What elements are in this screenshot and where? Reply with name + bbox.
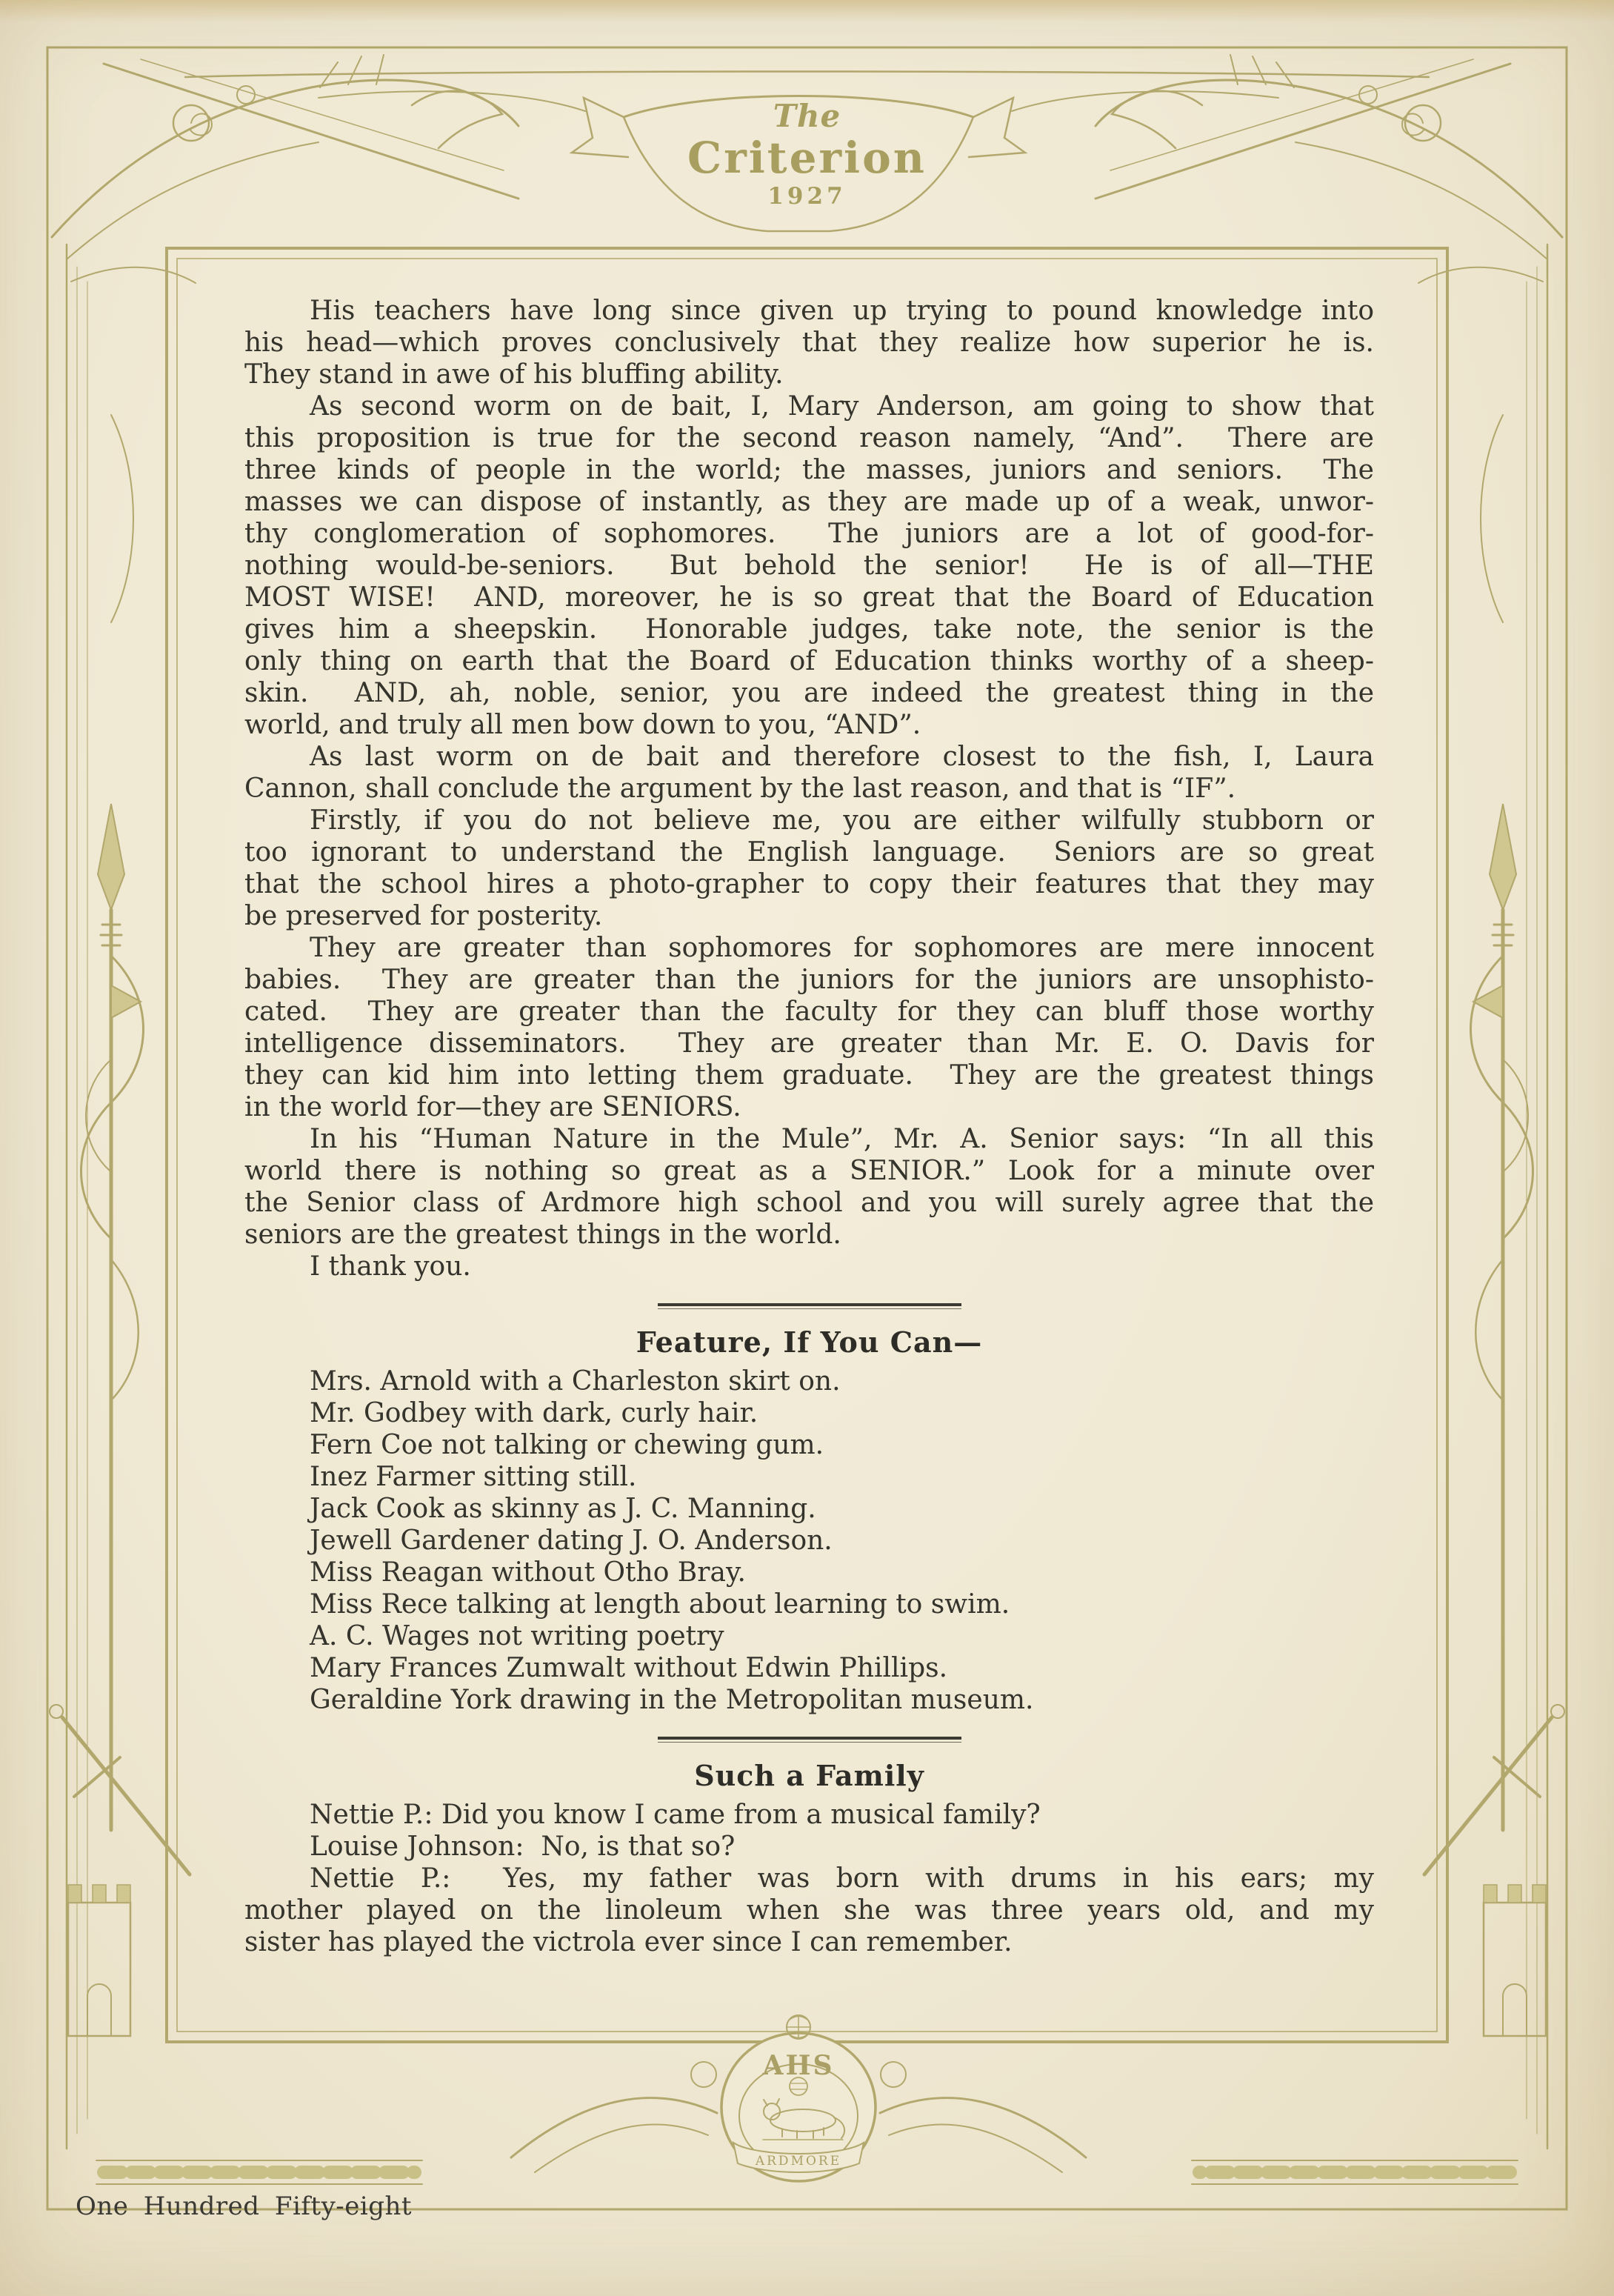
text-line: too ignorant to understand the English language. Seniors are so great bbox=[244, 837, 1374, 868]
text-line: mother played on the linoleum when she was three years old, and my bbox=[244, 1895, 1374, 1926]
text-line: Cannon, shall conclude the argument by the last reason, and that is “IF”. bbox=[244, 773, 1236, 804]
page-number: One Hundred Fifty-eight bbox=[76, 2192, 413, 2221]
paragraph bbox=[244, 932, 1374, 1123]
text-line: this proposition is true for the second reason namely, “And”. There are bbox=[244, 423, 1374, 453]
text-line: They stand in awe of his bluffing ability. bbox=[244, 359, 784, 390]
text-line: As last worm on de bait and therefore closest to the fish, I, Laura bbox=[310, 742, 1374, 772]
text-line: Firstly, if you do not believe me, you are either wilfully stubborn or bbox=[310, 805, 1374, 836]
text-line: As second worm on de bait, I, Mary Anderson, am going to show that bbox=[310, 391, 1374, 422]
feature-item: Inez Farmer sitting still. bbox=[310, 1462, 637, 1492]
text-line: only thing on earth that the Board of Education thinks worthy of a sheep- bbox=[244, 646, 1374, 676]
text-line: world there is nothing so great as a SENIOR.” Look for a minute over bbox=[244, 1156, 1374, 1186]
feature-item: Mr. Godbey with dark, curly hair. bbox=[310, 1398, 758, 1428]
family-section-heading: Such a Family bbox=[694, 1759, 924, 1792]
paragraph bbox=[244, 1799, 1374, 1831]
masthead-year: 1927 bbox=[767, 183, 847, 210]
text-line: In his “Human Nature in the Mule”, Mr. A. Senior says: “In all this bbox=[310, 1124, 1374, 1154]
feature-section-heading: Feature, If You Can— bbox=[636, 1325, 983, 1359]
paragraph bbox=[244, 295, 1374, 390]
masthead bbox=[0, 98, 1614, 210]
feature-list bbox=[310, 1365, 1374, 1716]
text-line: his head—which proves conclusively that they realize how superior he is. bbox=[244, 327, 1374, 358]
text-line: world, and truly all men bow down to you, “AND”. bbox=[244, 710, 921, 740]
text-line: babies. They are greater than the juniors for the juniors are unsophisto- bbox=[244, 965, 1374, 995]
text-line: Louise Johnson: No, is that so? bbox=[310, 1831, 736, 1862]
text-line: MOST WISE! AND, moreover, he is so great that the Board of Education bbox=[244, 582, 1374, 613]
text-line: nothing would-be-seniors. But behold the senior! He is of all—THE bbox=[244, 550, 1374, 581]
text-line: They are greater than sophomores for sophomores are mere innocent bbox=[310, 933, 1374, 963]
section-divider bbox=[658, 1737, 961, 1743]
paragraph bbox=[244, 1251, 1374, 1282]
paragraph bbox=[244, 390, 1374, 741]
emblem-school-banner: ARDMORE bbox=[755, 2154, 842, 2169]
text-line: His teachers have long since given up trying to pound knowledge into bbox=[310, 296, 1374, 326]
text-line: cated. They are greater than the faculty for they can bluff those worthy bbox=[244, 996, 1374, 1027]
section-divider bbox=[658, 1303, 961, 1309]
text-line: be preserved for posterity. bbox=[244, 901, 603, 931]
feature-item: Geraldine York drawing in the Metropolitan museum. bbox=[310, 1685, 1034, 1715]
text-line: gives him a sheepskin. Honorable judges, take note, the senior is the bbox=[244, 614, 1374, 645]
paragraph bbox=[244, 805, 1374, 932]
paragraph bbox=[244, 1831, 1374, 1863]
feature-item: Mary Frances Zumwalt without Edwin Phillips. bbox=[310, 1653, 948, 1683]
feature-item: Fern Coe not talking or chewing gum. bbox=[310, 1430, 824, 1460]
page-content bbox=[244, 295, 1374, 1958]
text-line: thy conglomeration of sophomores. The juniors are a lot of good-for- bbox=[244, 519, 1374, 549]
feature-item: Jack Cook as skinny as J. C. Manning. bbox=[310, 1494, 816, 1524]
paragraph bbox=[244, 1863, 1374, 1958]
text-line: intelligence disseminators. They are greater than Mr. E. O. Davis for bbox=[244, 1028, 1374, 1059]
text-line: sister has played the victrola ever since I can remember. bbox=[244, 1927, 1013, 1957]
masthead-the: The bbox=[773, 98, 841, 134]
feature-item: Miss Rece talking at length about learning to swim. bbox=[310, 1589, 1010, 1620]
text-line: Nettie P.: Did you know I came from a musical family? bbox=[310, 1800, 1041, 1830]
paragraph bbox=[244, 1123, 1374, 1251]
emblem-initials: AHS bbox=[762, 2050, 835, 2081]
feature-item: Jewell Gardener dating J. O. Anderson. bbox=[310, 1525, 833, 1556]
text-line: skin. AND, ah, noble, senior, you are indeed the greatest thing in the bbox=[244, 678, 1374, 708]
feature-item: A. C. Wages not writing poetry bbox=[310, 1621, 724, 1651]
text-line: masses we can dispose of instantly, as they are made up of a weak, unwor- bbox=[244, 487, 1374, 517]
text-line: seniors are the greatest things in the world. bbox=[244, 1219, 841, 1250]
text-line: in the world for—they are SENIORS. bbox=[244, 1092, 741, 1122]
masthead-title: Criterion bbox=[687, 133, 927, 183]
text-line: three kinds of people in the world; the masses, juniors and seniors. The bbox=[244, 455, 1374, 485]
feature-item: Mrs. Arnold with a Charleston skirt on. bbox=[310, 1366, 841, 1397]
family-dialogue bbox=[244, 1799, 1374, 1958]
text-line: they can kid him into letting them graduate. They are the greatest things bbox=[244, 1060, 1374, 1091]
text-line: Nettie P.: Yes, my father was born with drums in his ears; my bbox=[310, 1863, 1374, 1894]
paragraph bbox=[244, 741, 1374, 805]
text-line: that the school hires a photo-grapher to copy their features that they may bbox=[244, 869, 1374, 899]
text-line: the Senior class of Ardmore high school and you will surely agree that the bbox=[244, 1188, 1374, 1218]
feature-item: Miss Reagan without Otho Bray. bbox=[310, 1557, 746, 1588]
article-body bbox=[244, 295, 1374, 1282]
text-line: I thank you. bbox=[310, 1251, 471, 1282]
